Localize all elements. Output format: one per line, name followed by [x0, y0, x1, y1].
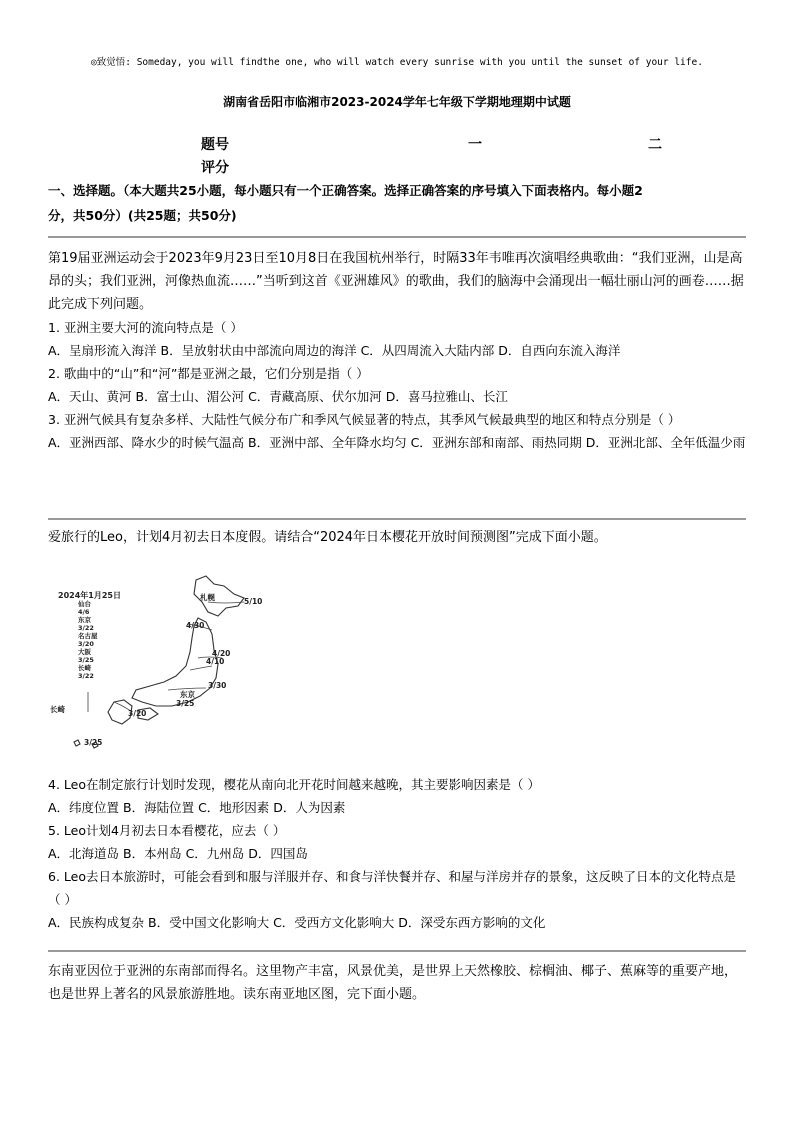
page-title: 湖南省岳阳市临湘市2023-2024学年七年级下学期地理期中试题	[223, 95, 571, 109]
motto-line: ◎致觉悟: Someday, you will findthe one, who will watch every sunrise with you until the sunset of your life.	[91, 57, 703, 68]
map-label-isoline: 4/30	[186, 621, 205, 630]
section-heading	[48, 178, 748, 228]
question-1-options: A．呈扇形流入海洋 B．呈放射状由中部流向周边的海洋 C．从四周流入大陆内部 D．自西向东流入海洋	[48, 343, 621, 358]
score-table-header-tihao: 题号	[201, 137, 229, 153]
map-label-isoline: 3/25	[176, 699, 195, 708]
map-legend-item: 大阪	[78, 648, 91, 656]
question-2: 2. 歌曲中的“山”和“河”都是亚洲之最，它们分别是指（ ）	[48, 366, 369, 381]
map-label-tokyo: 东京	[180, 690, 195, 699]
map-label-isoline: 4/20	[212, 649, 231, 658]
passage-3-intro: 东南亚因位于亚洲的东南部而得名。这里物产丰富，风景优美，是世界上天然橡胶、棕榈油、椰子、蕉麻等的重要产地，也是世界上著名的风景旅游胜地。读东南亚地区图，完下面小题。	[48, 964, 738, 1002]
map-legend-item: 3/22	[78, 672, 94, 680]
map-legend-item: 4/6	[78, 608, 90, 616]
map-legend-item: 名古屋	[78, 632, 98, 640]
question-5-options: A．北海道岛 B．本州岛 C．九州岛 D．四国岛	[48, 846, 308, 861]
divider	[48, 950, 746, 952]
map-label-isoline: 4/10	[206, 657, 225, 666]
map-legend	[77, 599, 98, 680]
section-heading-line-2: 分，共50分）(共25题；共50分)	[48, 208, 237, 223]
map-legend-item: 仙台	[78, 600, 91, 608]
map-legend-item: 长崎	[78, 664, 91, 672]
question-6-options: A．民族构成复杂 B．受中国文化影响大 C．受西方文化影响大 D．深受东西方影响的文化	[48, 915, 546, 930]
score-table-col-2: 二	[648, 137, 662, 153]
question-6: 6. Leo去日本旅游时，可能会看到和服与洋服并存、和食与洋快餐并存、和屋与洋房并存的景象，这反映了日本的文化特点是（ ）	[48, 869, 736, 907]
score-table-header-pingfen: 评分	[201, 160, 229, 176]
passage-1-intro: 第19届亚洲运动会于2023年9月23日至10月8日在我国杭州举行，时隔33年韦唯再次演唱经典歌曲：“我们亚洲，山是高昂的头；我们亚洲，河像热血流……”当听到这首《亚洲雄风》的歌曲，我们的脑海中会涌现出一幅壮丽山河的画卷……据此完成下列问题。	[48, 251, 744, 312]
passage-1	[48, 247, 748, 454]
score-table-col-1: 一	[468, 137, 482, 153]
map-legend-item: 3/20	[78, 640, 94, 648]
map-label-nagasaki: 长崎	[50, 705, 65, 714]
section-heading-line-1: 一、选择题。（本大题共25小题，每小题只有一个正确答案。选择正确答案的序号填入下面表格内。每小题2	[48, 183, 643, 198]
divider	[48, 518, 746, 520]
map-date-label: 2024年1月25日	[58, 591, 121, 600]
question-1: 1. 亚洲主要大河的流向特点是（ ）	[48, 320, 243, 335]
question-5: 5. Leo计划4月初去日本看樱花，应去（ ）	[48, 823, 286, 838]
passage-2-questions	[48, 773, 748, 934]
question-4: 4. Leo在制定旅行计划时发现，樱花从南向北开花时间越来越晚，其主要影响因素是（ ）	[48, 777, 540, 792]
map-label-isoline: 3/25	[84, 738, 103, 747]
question-4-options: A．纬度位置 B．海陆位置 C．地形因素 D．人为因素	[48, 800, 346, 815]
map-legend-item: 东京	[78, 616, 91, 624]
question-3-options: A．亚洲西部、降水少的时候气温高 B．亚洲中部、全年降水均匀 C．亚洲东部和南部、雨热同期 D．亚洲北部、全年低温少雨	[48, 435, 746, 450]
passage-2-intro: 爱旅行的Leo，计划4月初去日本度假。请结合“2024年日本樱花开放时间预测图”完成下面小题。	[48, 530, 607, 545]
map-label-isoline: 5/10	[244, 597, 263, 606]
question-3: 3. 亚洲气候具有复杂多样、大陆性气候分布广和季风气候显著的特点，其季风气候最典型的地区和特点分别是（ ）	[48, 412, 681, 427]
map-label-sapporo: 札幌	[200, 593, 215, 602]
map-label-isoline: 3/20	[128, 709, 147, 718]
question-2-options: A．天山、黄河 B．富士山、湄公河 C．青藏高原、伏尔加河 D．喜马拉雅山、长江	[48, 389, 508, 404]
map-legend-item: 3/22	[78, 624, 94, 632]
map-label-isoline: 3/30	[208, 681, 227, 690]
divider	[48, 236, 746, 238]
map-legend-item: 3/25	[78, 656, 94, 664]
sakura-forecast-map	[48, 572, 280, 754]
